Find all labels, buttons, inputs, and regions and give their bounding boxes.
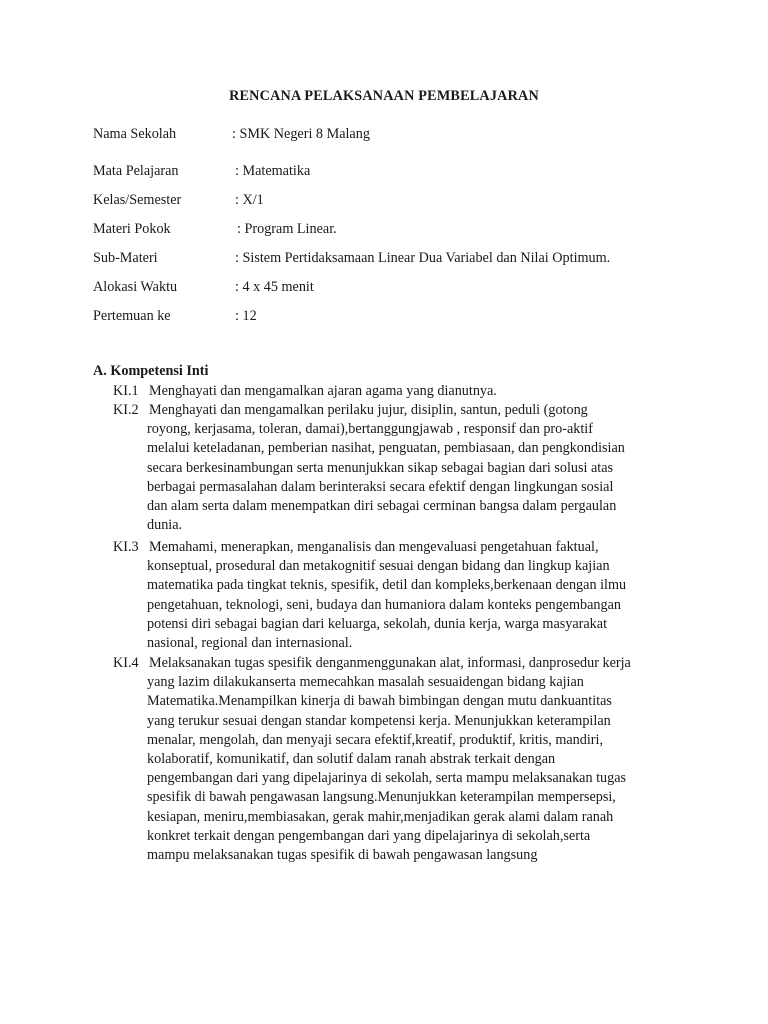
info-label: Kelas/Semester xyxy=(93,192,182,208)
ki-text-line: spesifik di bawah pengawasan langsung.Menunjukkan keterampilan mempersepsi, xyxy=(147,789,616,806)
info-value: : Program Linear. xyxy=(237,221,337,237)
ki-text-line: dunia. xyxy=(147,517,183,534)
info-value: : 4 x 45 menit xyxy=(235,279,314,295)
ki-text-line: berbagai permasalahan dalam berinteraksi secara efektif dengan lingkungan sosial xyxy=(147,478,614,495)
info-label: Materi Pokok xyxy=(93,221,171,237)
ki-item-2 xyxy=(113,401,625,535)
info-value: : Matematika xyxy=(235,163,311,179)
ki-text-line: nasional, regional dan internasional. xyxy=(147,634,353,651)
ki-item-1 xyxy=(113,382,497,401)
ki-text-line: kolaboratif, komunikatif, dan solutif dalam ranah abstrak terkait dengan xyxy=(147,750,556,767)
ki-text-line: Menghayati dan mengamalkan perilaku jujur, disiplin, santun, peduli (gotong xyxy=(149,402,588,418)
page-title: RENCANA PELAKSANAAN PEMBELAJARAN xyxy=(229,88,539,104)
ki-code: KI.3 xyxy=(113,539,139,555)
ki-text-line: Melaksanakan tugas spesifik denganmenggunakan alat, informasi, danprosedur kerja xyxy=(149,655,631,671)
ki-text-line: konseptual, prosedural dan metakognitif sesuai dengan bidang dan lingkup kajian xyxy=(147,558,610,575)
ki-text-line: Matematika.Menampilkan kinerja di bawah bimbingan dengan mutu dankuantitas xyxy=(147,693,612,710)
info-label: Nama Sekolah xyxy=(93,126,177,142)
ki-text-line: yang lazim dilakukanserta memecahkan masalah sesuaidengan bidang kajian xyxy=(147,674,584,691)
ki-text-line: pengembangan dari yang dipelajarinya di sekolah, serta mampu melaksanakan tugas xyxy=(147,770,627,787)
info-value: : Sistem Pertidaksamaan Linear Dua Variabel dan Nilai Optimum. xyxy=(235,250,611,266)
ki-text-line: pengetahuan, teknologi, seni, budaya dan humaniora dalam konteks pengembangan xyxy=(147,596,621,613)
info-label: Pertemuan ke xyxy=(93,308,171,324)
section-heading-kompetensi-inti: A. Kompetensi Inti xyxy=(93,363,209,379)
ki-text-line: Memahami, menerapkan, menganalisis dan mengevaluasi pengetahuan faktual, xyxy=(149,539,599,555)
ki-item-4 xyxy=(113,654,631,865)
ki-text-line: potensi diri sebagai bagian dari keluarga, sekolah, dunia kerja, warga masyarakat xyxy=(147,615,608,632)
info-label: Mata Pelajaran xyxy=(93,163,179,179)
info-value: : 12 xyxy=(235,308,257,324)
info-label: Alokasi Waktu xyxy=(93,279,178,295)
ki-text-line: melalui keteladanan, pemberian nasihat, penguatan, pembiasaan, dan pengkondisian xyxy=(147,440,625,457)
ki-text-line: yang terukur sesuai dengan standar kompetensi kerja. Menunjukkan keterampilan xyxy=(147,712,611,729)
ki-text-line: menalar, mengolah, dan menyaji secara efektif,kreatif, produktif, kritis, mandiri, xyxy=(147,731,604,748)
ki-text-line: royong, kerjasama, toleran, damai),bertanggungjawab , responsif dan pro-aktif xyxy=(147,421,593,438)
info-value: : SMK Negeri 8 Malang xyxy=(232,126,370,142)
ki-text-line: konkret terkait dengan pengembangan dari yang dipelajarinya di sekolah,serta xyxy=(147,827,591,844)
info-value: : X/1 xyxy=(235,192,264,208)
ki-text-line: kesiapan, meniru,membiasakan, gerak mahir,menjadikan gerak alami dalam ranah xyxy=(147,808,614,825)
ki-text-line: matematika pada tingkat teknis, spesifik, detil dan kompleks,berkenaan dengan ilmu xyxy=(147,577,627,594)
ki-code: KI.2 xyxy=(113,402,139,418)
ki-text-line: dan alam serta dalam menempatkan diri sebagai cerminan bangsa dalam pergaulan xyxy=(147,497,617,514)
ki-code: KI.4 xyxy=(113,655,139,671)
ki-code: KI.1 xyxy=(113,383,139,399)
ki-text-line: mampu melaksanakan tugas spesifik di bawah pengawasan langsung xyxy=(147,846,538,863)
ki-item-3 xyxy=(113,538,626,653)
ki-text-line: Menghayati dan mengamalkan ajaran agama yang dianutnya. xyxy=(149,383,497,399)
info-label: Sub-Materi xyxy=(93,250,158,266)
ki-text-line: secara berkesinambungan serta menunjukkan sikap sebagai bagian dari solusi atas xyxy=(147,459,614,476)
